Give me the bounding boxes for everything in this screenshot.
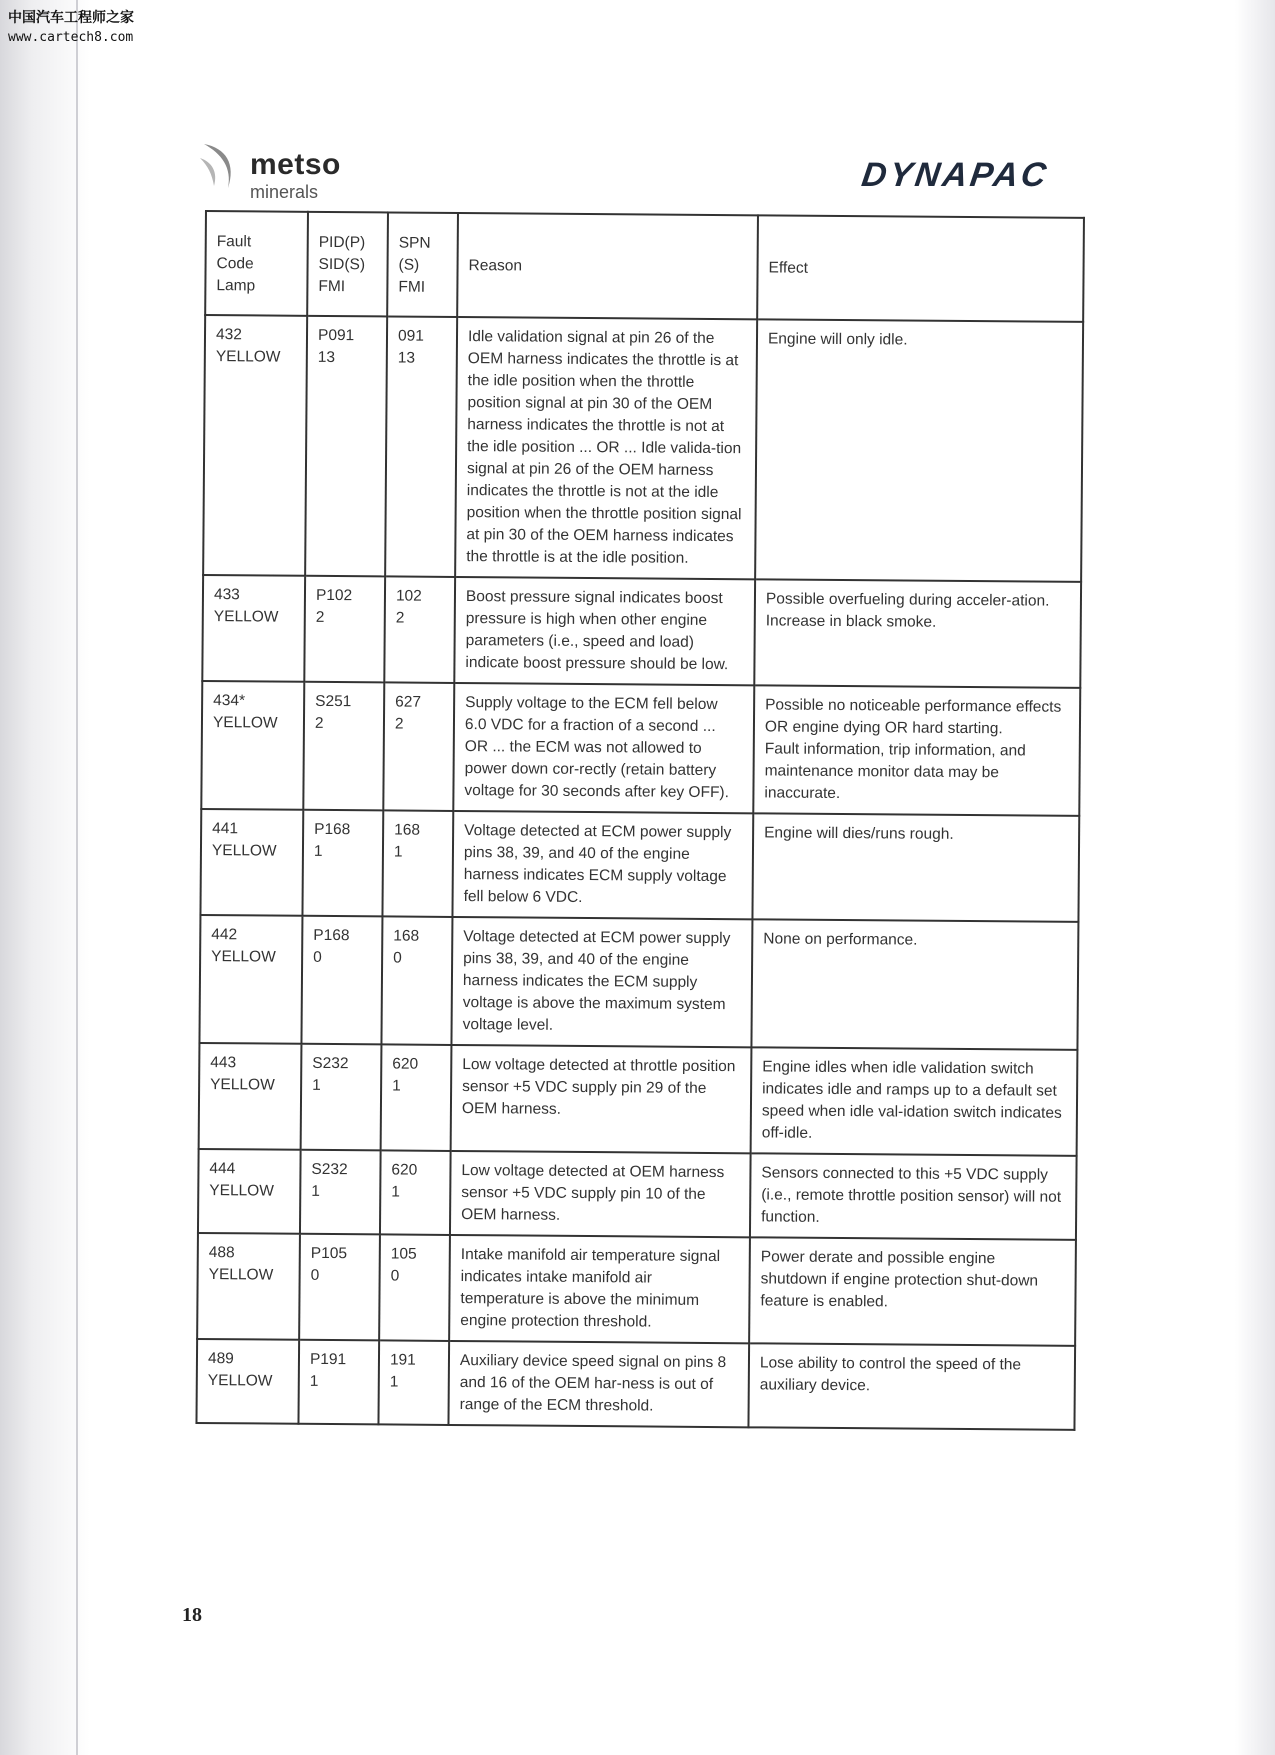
site-name: 中国汽车工程师之家 xyxy=(8,10,134,26)
table-row xyxy=(201,681,1080,816)
cell-pid: P168 0 xyxy=(301,916,382,1045)
header-spn-fmi: SPN (S) FMI xyxy=(387,212,458,317)
cell-effect: Lose ability to control the speed of the auxiliary device. xyxy=(748,1343,1075,1430)
scan-right-shadow xyxy=(1235,0,1275,1755)
header-effect: Effect xyxy=(757,215,1084,322)
cell-pid: S232 1 xyxy=(300,1150,381,1235)
cell-spn: 105 0 xyxy=(379,1234,450,1341)
metso-subtitle: minerals xyxy=(250,182,319,202)
cell-lamp: 432 YELLOW xyxy=(203,315,307,576)
cell-reason: Intake manifold air temperature signal indicates intake manifold air temperature is above the minimum engine protection threshold. xyxy=(449,1235,750,1343)
cell-reason: Voltage detected at ECM power supply pins 38, 39, and 40 of the engine harness indicates ECM supply voltage fell below 6 VDC. xyxy=(452,811,753,919)
table-row xyxy=(199,1043,1078,1156)
cell-reason: Boost pressure signal indicates boost pressure is high when other engine parameters (i.e., speed and load) indicate boost pressure should be low. xyxy=(454,577,755,685)
header-reason: Reason xyxy=(457,213,758,319)
table-row xyxy=(203,315,1083,582)
cell-effect: None on performance. xyxy=(751,919,1078,1050)
cell-pid: S232 1 xyxy=(301,1044,382,1151)
cell-lamp: 434* YELLOW xyxy=(201,681,304,810)
cell-lamp: 441 YELLOW xyxy=(200,809,303,916)
cell-spn: 627 2 xyxy=(383,682,454,811)
cell-pid: P168 1 xyxy=(302,810,383,917)
cell-reason: Voltage detected at ECM power supply pins 38, 39, and 40 of the engine harness indicates the ECM supply voltage is above the maximum system voltage level. xyxy=(451,917,752,1047)
cell-spn: 191 1 xyxy=(378,1340,449,1425)
metso-swoosh-icon xyxy=(198,138,242,194)
cell-reason: Low voltage detected at throttle position sensor +5 VDC supply pin 29 of the OEM harness. xyxy=(451,1045,752,1153)
cell-pid: P191 1 xyxy=(298,1340,379,1425)
table-header-row xyxy=(205,211,1084,322)
table-row xyxy=(197,1233,1076,1346)
cell-lamp: 433 YELLOW xyxy=(202,575,305,682)
cell-lamp: 443 YELLOW xyxy=(199,1043,302,1150)
cell-reason: Low voltage detected at OEM harness sensor +5 VDC supply pin 10 of the OEM harness. xyxy=(450,1151,751,1237)
site-watermark xyxy=(8,8,134,48)
table-row xyxy=(202,575,1081,688)
cell-effect: Engine will dies/runs rough. xyxy=(752,813,1079,922)
table-row xyxy=(199,915,1078,1050)
page-number: 18 xyxy=(182,1604,202,1626)
cell-spn: 091 13 xyxy=(385,316,457,577)
cell-pid: P105 0 xyxy=(299,1234,380,1341)
header-fault-code-lamp: Fault Code Lamp xyxy=(205,211,308,316)
header-pid-sid-fmi: PID(P) SID(S) FMI xyxy=(307,212,388,317)
cell-spn: 102 2 xyxy=(384,576,455,683)
cell-lamp: 444 YELLOW xyxy=(198,1149,301,1234)
cell-spn: 168 0 xyxy=(381,916,452,1045)
cell-effect: Possible overfueling during acceler-ation. Increase in black smoke. xyxy=(754,579,1081,688)
cell-reason: Auxiliary device speed signal on pins 8 and 16 of the OEM har-ness is out of range of the ECM threshold. xyxy=(448,1341,749,1427)
cell-spn: 168 1 xyxy=(382,810,453,917)
cell-reason: Idle validation signal at pin 26 of the OEM harness indicates the throttle is at the idle position when the throttle position signal at pin 30 of the OEM harness indicates the throttle is not at the idle position ... OR ... Idle valida-tion signal at pin 26 of the OEM harness indicates the throttle is not at the idle position when the throttle position signal at pin 30 of the OEM harness indicates the throttle is at the idle position. xyxy=(455,317,757,579)
cell-effect: Sensors connected to this +5 VDC supply (i.e., remote throttle position sensor) will not function. xyxy=(750,1153,1077,1240)
table-row xyxy=(200,809,1079,922)
cell-lamp: 488 YELLOW xyxy=(197,1233,300,1340)
cell-spn: 620 1 xyxy=(380,1150,451,1235)
cell-effect: Power derate and possible engine shutdown if engine protection shut-down feature is enabled. xyxy=(749,1237,1076,1346)
cell-lamp: 442 YELLOW xyxy=(199,915,302,1044)
cell-reason: Supply voltage to the ECM fell below 6.0 VDC for a fraction of a second ... OR ... the ECM was not allowed to power down cor-rectly (retain battery voltage for 30 seconds after key OFF). xyxy=(453,683,754,813)
page-fold-line xyxy=(76,0,78,1755)
site-url: www.cartech8.com xyxy=(8,30,134,45)
metso-logo xyxy=(198,134,358,204)
table-row xyxy=(196,1339,1075,1430)
fault-table-wrapper xyxy=(195,210,1085,1431)
fault-code-table xyxy=(195,210,1085,1431)
cell-effect: Engine idles when idle validation switch indicates idle and ramps up to a default set speed when idle val-idation switch indicates off-idle. xyxy=(751,1047,1078,1156)
cell-pid: S251 2 xyxy=(303,682,384,811)
cell-effect: Possible no noticeable performance effects OR engine dying OR hard starting. Fault information, trip information, and maintenance monitor data may be inaccurate. xyxy=(753,685,1080,816)
dynapac-logo: DYNAPAC xyxy=(859,156,1052,194)
metso-wordmark: metso xyxy=(250,148,341,181)
cell-effect: Engine will only idle. xyxy=(755,319,1083,582)
cell-lamp: 489 YELLOW xyxy=(196,1339,299,1424)
table-row xyxy=(198,1149,1077,1240)
cell-spn: 620 1 xyxy=(381,1044,452,1151)
cell-pid: P091 13 xyxy=(305,316,387,577)
cell-pid: P102 2 xyxy=(304,576,385,683)
